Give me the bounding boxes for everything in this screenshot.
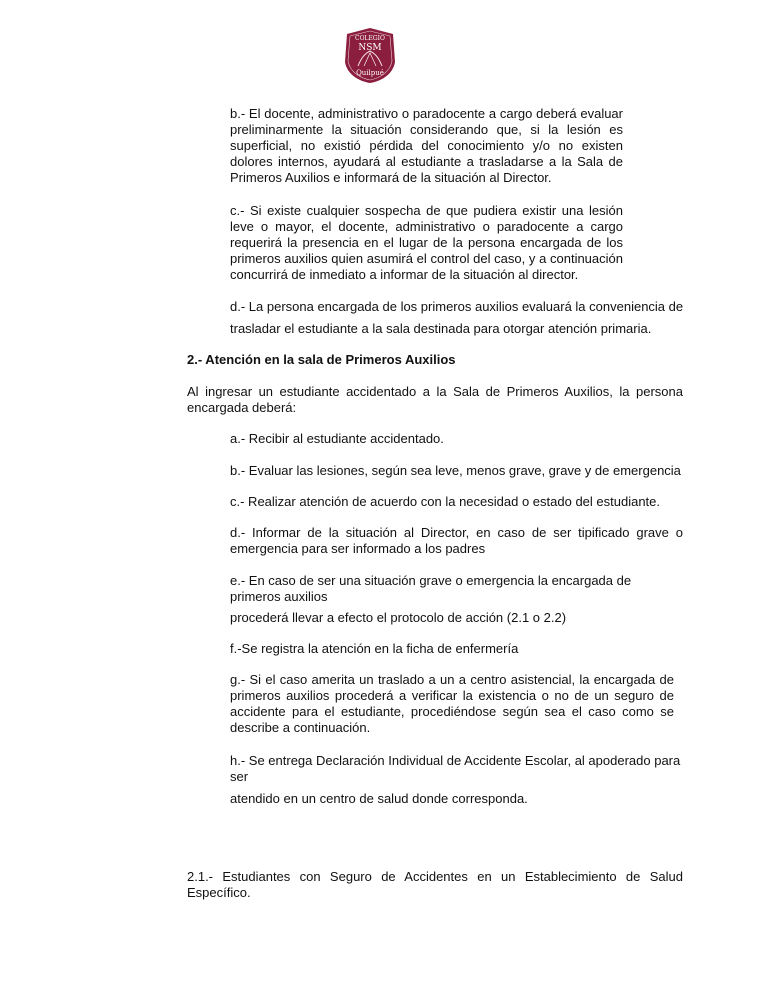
- item-a: a.- Recibir al estudiante accidentado.: [230, 431, 444, 446]
- logo-line-colegio: COLEGIO: [355, 35, 385, 42]
- paragraph-c: c.- Si existe cualquier sospecha de que pudiera existir una lesión leve o mayor, el docente, administrativo o paradocente a cargo requerirá la presencia en el lugar de la persona encargada de los primeros auxilios quien asumirá el control del caso, y a continuación concurrirá de inmediato a informar de la situación al director.: [230, 203, 623, 282]
- section-2-heading: 2.- Atención en la sala de Primeros Auxilios: [187, 352, 456, 367]
- paragraph-d: d.- La persona encargada de los primeros auxilios evaluará la conveniencia de: [230, 299, 684, 314]
- item-e-continuation: procederá llevar a efecto el protocolo de acción (2.1 o 2.2): [230, 610, 567, 625]
- logo-line-nsm: NSM: [358, 43, 382, 53]
- item-f: f.-Se registra la atención en la ficha de enfermería: [230, 641, 519, 656]
- item-d: d.- Informar de la situación al Director, en caso de ser tipificado grave o emergencia para ser informado a los padres: [230, 525, 683, 556]
- paragraph-b: b.- El docente, administrativo o paradocente a cargo deberá evaluar preliminarmente la situación considerando que, si la lesión es superficial, no existió pérdida del conocimiento y/o no existen dolores internos, ayudará al estudiante a trasladarse a la Sala de Primeros Auxilios e informará de la situación al Director.: [230, 106, 623, 185]
- item-g: g.- Si el caso amerita un traslado a un a centro asistencial, la encargada de primeros auxilios procederá a verificar la existencia o no de un seguro de accidente para el estudiante, procediéndose según sea el caso como se describe a continuación.: [230, 672, 674, 735]
- school-crest-logo: [342, 26, 398, 84]
- item-c: c.- Realizar atención de acuerdo con la necesidad o estado del estudiante.: [230, 494, 661, 509]
- item-b: b.- Evaluar las lesiones, según sea leve, menos grave, grave y de emergencia: [230, 463, 681, 478]
- section-2-intro: Al ingresar un estudiante accidentado a la Sala de Primeros Auxilios, la persona encargada deberá:: [187, 384, 683, 415]
- item-e: e.- En caso de ser una situación grave o emergencia la encargada de primeros auxilios: [230, 573, 632, 604]
- item-h: h.- Se entrega Declaración Individual de Accidente Escolar, al apoderado para ser: [230, 753, 681, 784]
- section-2-1-heading: 2.1.- Estudiantes con Seguro de Accidentes en un Establecimiento de Salud Específico.: [187, 869, 683, 900]
- paragraph-d-continuation: trasladar el estudiante a la sala destinada para otorgar atención primaria.: [230, 321, 652, 336]
- logo-line-quilpue: Quilpué: [356, 69, 384, 77]
- item-h-continuation: atendido en un centro de salud donde corresponda.: [230, 791, 528, 806]
